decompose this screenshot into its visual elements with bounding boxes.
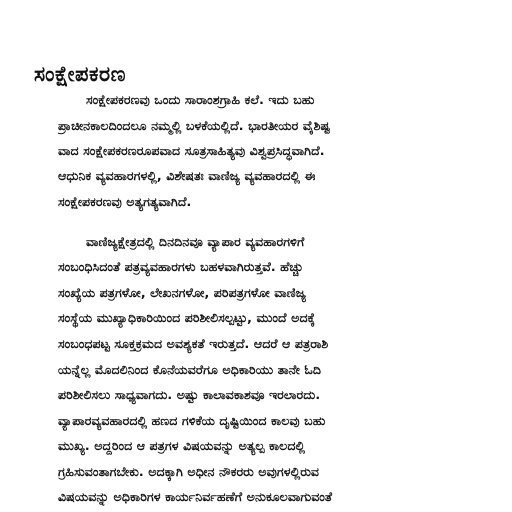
paragraph-line: ವ್ಯಾಪಾರವ್ಯವಹಾರದಲ್ಲಿ ಹಣದ ಗಳಿಕೆಯ ದೃಷ್ಟಿಯಿಂದ ಕಾಲವು ಬಹು xyxy=(58,413,326,428)
section-heading: ಸಂಕ್ಷೇಪಕರಣ xyxy=(34,62,126,86)
paragraph-line: ವಾಣಿಜ್ಯಕ್ಷೇತ್ರದಲ್ಲಿ ದಿನದಿನವೂ ವ್ಯಾಪಾರ ವ್ಯವಹಾರಗಳಿಗೆ xyxy=(86,234,305,249)
paragraph-line: ಸಂಬಂಧಿಸಿದಂತೆ ಪತ್ರವ್ಯವಹಾರಗಳು ಬಹಳವಾಗಿರುತ್ತವೆ. ಹೆಚ್ಚು xyxy=(58,259,304,274)
paragraph-line: ಪರಿಶೀಲಿಸಲು ಸಾಧ್ಯವಾಗದು. ಅಷ್ಟು ಕಾಲಾವಕಾಶವೂ ಇರಲಾರದು. xyxy=(58,387,321,402)
paragraph-line: ಸಂಕ್ಷೇಪಕರಣವು ಒಂದು ಸಾರಾಂಶಗ್ರಾಹಿ ಕಲೆ. ಇದು ಬಹು xyxy=(86,92,315,107)
paragraph-line: ಮುಖ್ಯ. ಅದ್ದರಿಂದ ಆ ಪತ್ರಗಳ ವಿಷಯವನ್ನು ಅತ್ಯಲ್ಪ ಕಾಲದಲ್ಲಿ xyxy=(58,438,306,453)
paragraph-line: ಸಂಕ್ಷೇಪಕರಣವು ಅತ್ಯಗತ್ಯವಾಗಿದೆ. xyxy=(58,194,192,209)
paragraph-line: ಯನ್ನೆಲ್ಲ ಮೊದಲಿನಿಂದ ಕೊನೆಯವರೆಗೂ ಅಧಿಕಾರಿಯು ತಾನೇ ಓದಿ xyxy=(58,362,322,377)
paragraph-line: ವಾದ ಸಂಕ್ಷೇಪಕರಣರೂಪವಾದ ಸೂತ್ರಸಾಹಿತ್ಯವು ವಿಶ್ವಪ್ರಸಿದ್ಧವಾಗಿದೆ. xyxy=(58,143,325,158)
paragraph-line: ವಿಷಯವನ್ನು ಅಧಿಕಾರಿಗಳ ಕಾರ್ಯನಿರ್ವಹಣೆಗೆ ಅನುಕೂಲವಾಗುವಂತೆ xyxy=(58,489,333,504)
paragraph-line: ಸಂಸ್ಥೆಯ ಮುಖ್ಯಾಧಿಕಾರಿಯಿಂದ ಪರಿಶೀಲಿಸಲ್ಪಟ್ಟು, ಮುಂದೆ ಅದಕ್ಕೆ xyxy=(58,310,316,325)
paragraph-line: ಗ್ರಹಿಸುವಂತಾಗಬೇಕು. ಅದಕ್ಕಾಗಿ ಅಧೀನ ನೌಕರರು ಅವುಗಳಲ್ಲಿರುವ xyxy=(58,464,320,479)
paragraph-line: ಸಂಖ್ಯೆಯ ಪತ್ರಗಳೋ, ಲೇಖನಗಳೋ, ಪರಿಪತ್ರಗಳೋ ವಾಣಿಜ್ಯ xyxy=(58,285,306,300)
paragraph-line: ಸಂಬಂಧಪಟ್ಟ ಸೂಕ್ತಕ್ರಮದ ಅವಶ್ಯಕತೆ ಇರುತ್ತದೆ. ಆದರೆ ಆ ಪತ್ರರಾಶಿ xyxy=(58,336,329,351)
paragraph-line: ಆಧುನಿಕ ವ್ಯವಹಾರಗಳಲ್ಲಿ, ವಿಶೇಷತಃ ವಾಣಿಜ್ಯ ವ್ಯವಹಾರದಲ್ಲಿ ಈ xyxy=(58,168,316,183)
paragraph-line: ಪ್ರಾಚೀನಕಾಲದಿಂದಲೂ ನಮ್ಮಲ್ಲಿ ಬಳಕೆಯಲ್ಲಿದೆ. ಭಾರತೀಯರ ವೈಶಿಷ್ಟ xyxy=(58,118,331,133)
